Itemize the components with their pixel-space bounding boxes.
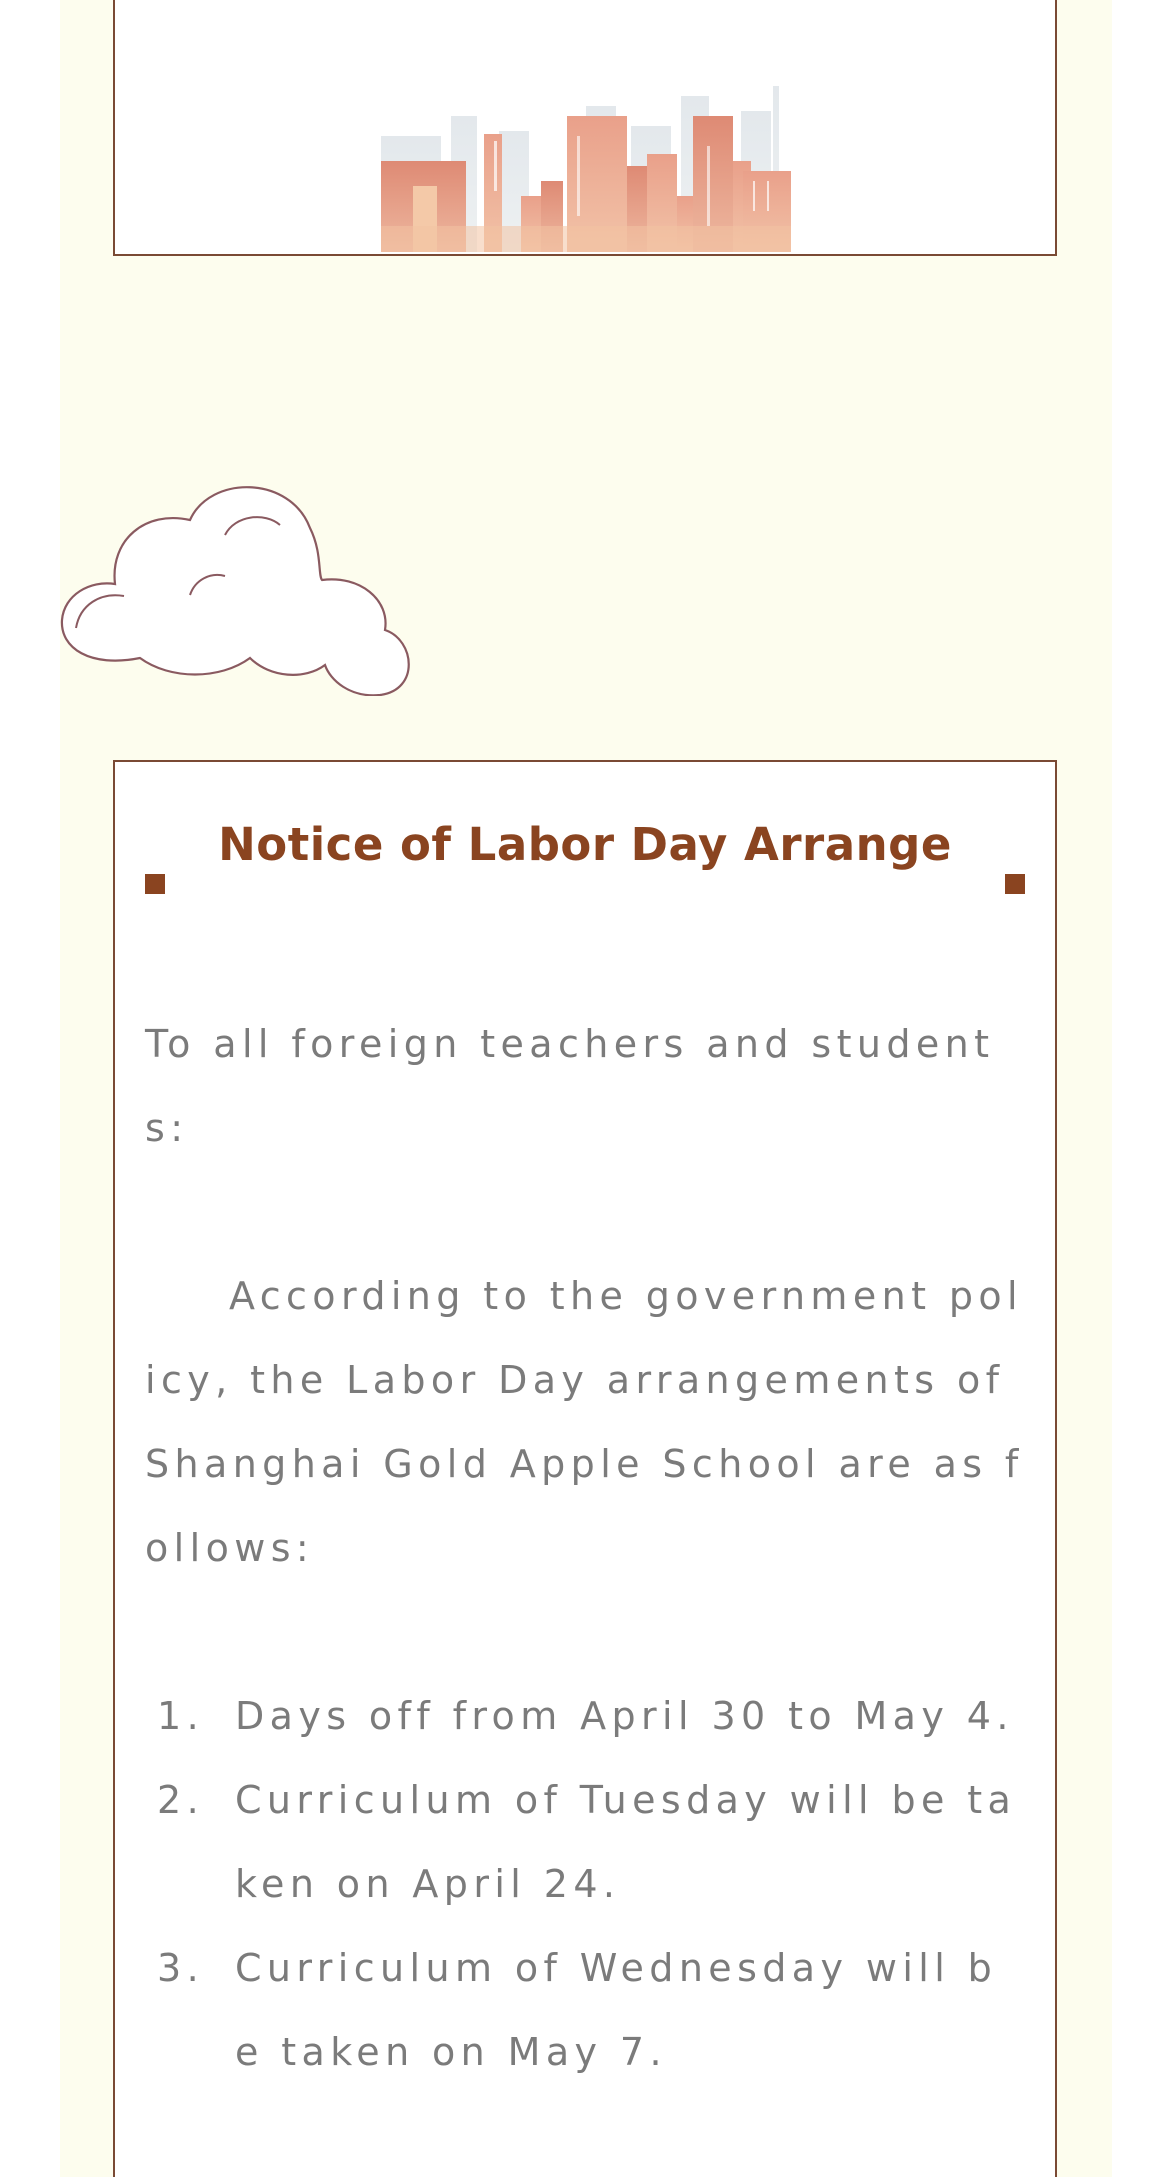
city-skyline-illustration — [381, 86, 791, 252]
list-item-text: Days off from April 30 to May 4. — [235, 1694, 1014, 1738]
spacer — [145, 1590, 1025, 1674]
list-item-number: 1. — [157, 1694, 205, 1738]
left-square-marker — [145, 874, 165, 894]
list-item-number: 2. — [157, 1778, 205, 1822]
list-item-number: 3. — [157, 1946, 205, 1990]
notice-header — [115, 762, 1055, 892]
notice-body — [145, 1002, 1025, 2094]
cloud-icon — [60, 480, 418, 696]
notice-title: Notice of Labor Day Arrange — [218, 818, 952, 871]
right-square-marker — [1005, 874, 1025, 894]
spacer — [145, 1170, 1025, 1254]
list-item-text: Curriculum of Tuesday will be taken on April 24. — [235, 1778, 1017, 1906]
notice-card — [113, 760, 1057, 2177]
arrangement-list — [145, 1674, 1025, 2094]
list-item — [145, 1926, 1025, 2094]
list-item — [145, 1758, 1025, 1926]
header-image-card — [113, 0, 1057, 256]
notice-paragraph: According to the government policy, the Labor Day arrangements of Shanghai Gold Apple School are as follows: — [145, 1274, 1024, 1570]
notice-greeting: To all foreign teachers and students: — [145, 1022, 995, 1150]
list-item — [145, 1674, 1025, 1758]
list-item-text: Curriculum of Wednesday will be taken on May 7. — [235, 1946, 998, 2074]
